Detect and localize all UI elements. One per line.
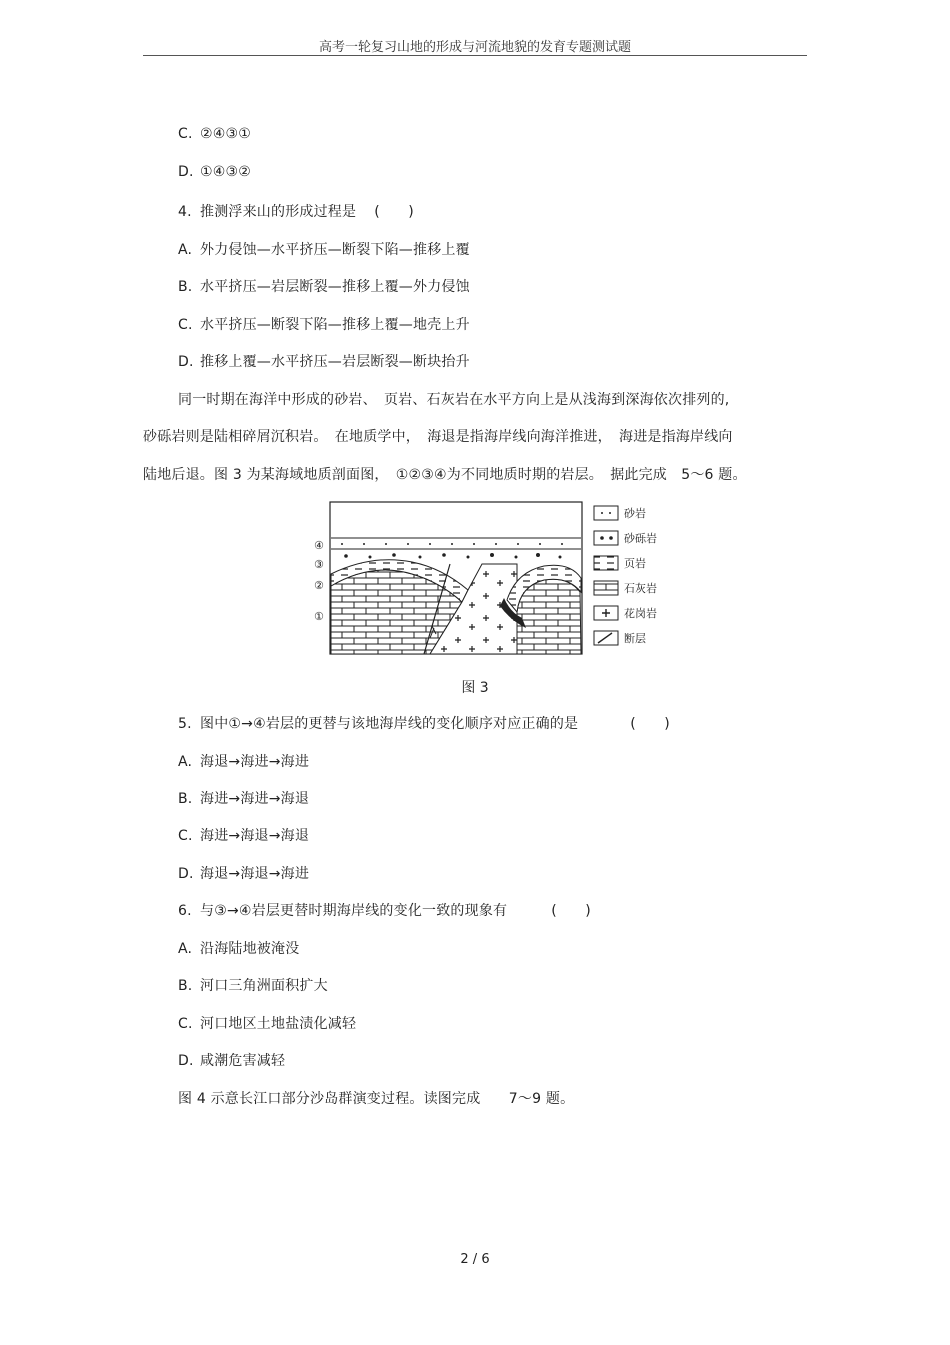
page-number: 2 / 6 bbox=[460, 1252, 490, 1267]
option-text: 外力侵蚀—水平挤压—断裂下陷—推移上覆 bbox=[200, 242, 470, 258]
option-text: ②④③① bbox=[200, 126, 252, 142]
passage-line-1: 同一时期在海洋中形成的砂岩、 页岩、石灰岩在水平方向上是从浅海到深海依次排列的, bbox=[178, 392, 730, 408]
legend-label-shale: 页岩 bbox=[624, 557, 646, 570]
option-d-prev bbox=[178, 164, 251, 180]
option-text: 水平挤压—岩层断裂—推移上覆—外力侵蚀 bbox=[200, 279, 470, 295]
legend-label-sandstone: 砂岩 bbox=[624, 507, 646, 520]
answer-parenthesis: ( ) bbox=[551, 903, 591, 919]
figure-caption: 图 3 bbox=[461, 680, 489, 696]
option-letter: B. bbox=[178, 791, 193, 807]
q5-option-c bbox=[178, 825, 309, 845]
option-letter: C. bbox=[178, 126, 193, 142]
next-section-intro: 图 4 示意长江口部分沙岛群演变过程。读图完成 7～9 题。 bbox=[178, 1091, 575, 1107]
question-6 bbox=[178, 900, 591, 920]
question-number: 6. bbox=[178, 903, 192, 919]
option-letter: B. bbox=[178, 978, 193, 994]
option-text: 咸潮危害减轻 bbox=[200, 1053, 286, 1069]
option-letter: D. bbox=[178, 354, 194, 370]
option-c-prev bbox=[178, 126, 251, 142]
answer-parenthesis: ( ) bbox=[374, 204, 414, 220]
legend-swatch-limestone bbox=[594, 581, 618, 595]
legend-swatch-shale bbox=[594, 556, 618, 570]
question-stem: 与③→④岩层更替时期海岸线的变化一致的现象有 bbox=[200, 903, 508, 919]
question-stem: 推测浮来山的形成过程是 bbox=[200, 204, 357, 220]
layer-label-3: ③ bbox=[314, 558, 324, 571]
option-letter: A. bbox=[178, 242, 193, 258]
option-text: 河口三角洲面积扩大 bbox=[200, 978, 328, 994]
q4-option-c bbox=[178, 314, 470, 334]
layer-label-4: ④ bbox=[314, 539, 324, 552]
option-letter: B. bbox=[178, 279, 193, 295]
option-letter: D. bbox=[178, 164, 194, 180]
layer-label-1: ① bbox=[314, 610, 324, 623]
question-number: 5. bbox=[178, 716, 192, 732]
passage-line-2: 砂砾岩则是陆相碎屑沉积岩。 在地质学中， 海退是指海岸线向海洋推进， 海进是指海岸线向 bbox=[143, 429, 733, 445]
option-letter: D. bbox=[178, 866, 194, 882]
option-text: 推移上覆—水平挤压—岩层断裂—断块抬升 bbox=[200, 354, 470, 370]
legend-swatch-sandstone bbox=[594, 506, 618, 520]
q4-option-b bbox=[178, 276, 470, 296]
right-limestone-fold bbox=[517, 579, 581, 654]
option-text: 海退→海进→海进 bbox=[200, 754, 310, 770]
question-4 bbox=[178, 201, 414, 221]
q5-option-d bbox=[178, 863, 309, 883]
option-letter: C. bbox=[178, 317, 193, 333]
option-letter: A. bbox=[178, 941, 193, 957]
passage-line-3: 陆地后退。图 3 为某海域地质剖面图， ①②③④为不同地质时期的岩层。 据此完成 5～6 题。 bbox=[143, 467, 747, 483]
legend-swatch-conglomerate bbox=[594, 531, 618, 545]
option-text: 河口地区土地盐渍化减轻 bbox=[200, 1016, 357, 1032]
q6-option-d bbox=[178, 1050, 285, 1070]
option-text: 海进→海退→海退 bbox=[200, 828, 310, 844]
answer-parenthesis: ( ) bbox=[630, 716, 670, 732]
question-5 bbox=[178, 713, 670, 733]
q6-option-a bbox=[178, 938, 299, 958]
q5-option-b bbox=[178, 788, 309, 808]
legend-label-granite: 花岗岩 bbox=[624, 607, 657, 620]
option-text: 海退→海退→海进 bbox=[200, 866, 310, 882]
legend-label-fault: 断层 bbox=[624, 632, 646, 645]
legend-label-limestone: 石灰岩 bbox=[624, 582, 657, 595]
option-letter: C. bbox=[178, 1016, 193, 1032]
layer-4-sandstone bbox=[331, 538, 581, 549]
option-letter: C. bbox=[178, 828, 193, 844]
option-text: 沿海陆地被淹没 bbox=[200, 941, 300, 957]
option-letter: D. bbox=[178, 1053, 194, 1069]
option-text: 海进→海进→海退 bbox=[200, 791, 310, 807]
option-letter: A. bbox=[178, 754, 193, 770]
q4-option-a bbox=[178, 239, 470, 259]
q6-option-b bbox=[178, 975, 328, 995]
page-header-title: 高考一轮复习山地的形成与河流地貌的发育专题测试题 bbox=[318, 40, 631, 55]
geologic-section-figure bbox=[312, 500, 668, 656]
legend-label-conglomerate: 砂砾岩 bbox=[624, 532, 657, 545]
header-rule bbox=[143, 55, 807, 56]
figure-legend bbox=[594, 506, 657, 645]
option-text: 水平挤压—断裂下陷—推移上覆—地壳上升 bbox=[200, 317, 470, 333]
q4-option-d bbox=[178, 351, 470, 371]
q5-option-a bbox=[178, 751, 309, 771]
option-text: ①④③② bbox=[200, 164, 252, 180]
layer-label-2: ② bbox=[314, 579, 324, 592]
question-stem: 图中①→④岩层的更替与该地海岸线的变化顺序对应正确的是 bbox=[200, 716, 579, 732]
q6-option-c bbox=[178, 1013, 356, 1033]
question-number: 4. bbox=[178, 204, 192, 220]
